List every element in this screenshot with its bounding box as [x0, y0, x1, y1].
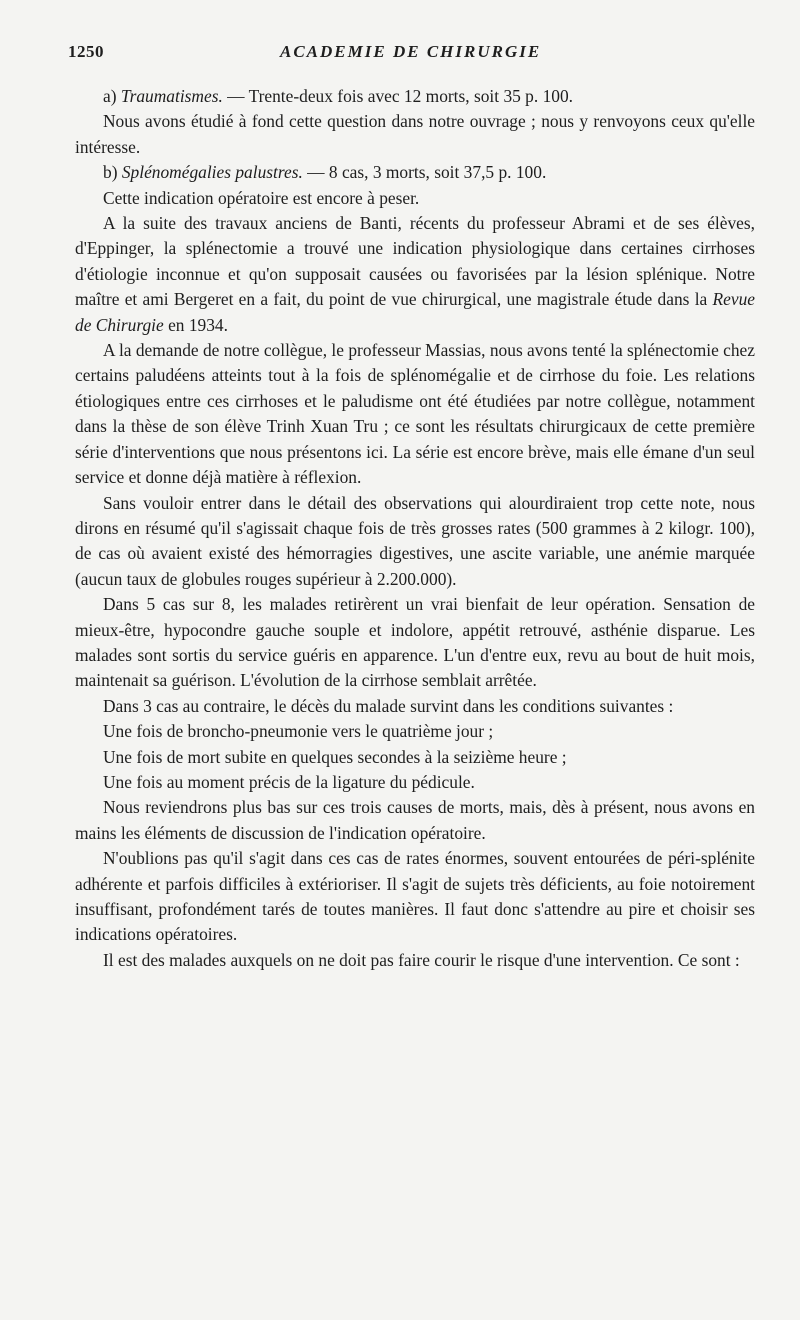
- paragraph: Il est des malades auxquels on ne doit pas faire courir le risque d'une intervention. Ce sont :: [103, 949, 740, 970]
- page-number: 1250: [68, 42, 104, 61]
- page-header: [68, 42, 768, 66]
- paragraph: Une fois de broncho-pneumonie vers le quatrième jour ;: [103, 721, 494, 742]
- paragraph: A la demande de notre collègue, le professeur Massias, nous avons tenté la splénectomie chez certains paludéens atteints tout à la fois de splénomégalie et de cirrhose du foie. Les relations étiologiques entre ces cirrhoses et le paludisme ont été étudiées par notre collègue, notamment dans la thèse de son élève Trinh Xuan Tru ; ce sont les résultats chirurgicaux de cette première série d'interventions que nous présentons ici. La série est encore brève, mais elle émane d'un seul service et donne déjà matière à réflexion.: [75, 340, 755, 488]
- paragraph: N'oublions pas qu'il s'agit dans ces cas de rates énormes, souvent entourées de péri-splénite adhérente et parfois difficiles à extérioriser. Il s'agit de sujets très déficients, au foie notoirement insuffisant, profondément tarés de toutes manières. Il faut donc s'attendre au pire et choisir ses indications opératoires.: [75, 848, 755, 945]
- paragraph: Une fois de mort subite en quelques secondes à la seizième heure ;: [103, 746, 567, 767]
- paragraph: Une fois au moment précis de la ligature du pédicule.: [103, 771, 475, 792]
- paragraph: Dans 3 cas au contraire, le décès du malade survint dans les conditions suivantes :: [103, 695, 674, 716]
- paragraph: Cette indication opératoire est encore à peser.: [103, 187, 420, 208]
- paragraph: A la suite des travaux anciens de Banti, récents du professeur Abrami et de ses élèves, d'Eppinger, la splénectomie a trouvé une indication physiologique dans certaines cirrhoses d'étiologie inconnue et qu'on supposait causées ou favorisées par la lésion splénique. Notre maître et ami Bergeret en a fait, du point de vue chirurgical, une magistrale étude dans la Revue de Chirurgie en 1934.: [75, 213, 755, 335]
- paragraph: Nous reviendrons plus bas sur ces trois causes de morts, mais, dès à présent, nous avons en mains les éléments de discussion de l'indication opératoire.: [75, 797, 755, 843]
- paragraph: Sans vouloir entrer dans le détail des observations qui alourdiraient trop cette note, nous dirons en résumé qu'il s'agissait chaque fois de très grosses rates (500 grammes à 2 kilogr. 100), de cas où avaient existé des hémorragies digestives, une ascite variable, une anémie marquée (aucun taux de globules rouges supérieur à 2.200.000).: [75, 492, 755, 589]
- paragraph: a) Traumatismes. — Trente-deux fois avec 12 morts, soit 35 p. 100.: [103, 86, 574, 106]
- paragraph: Nous avons étudié à fond cette question dans notre ouvrage ; nous y renvoyons ceux qu'elle intéresse.: [75, 111, 755, 157]
- paragraph: b) Splénomégalies palustres. — 8 cas, 3 morts, soit 37,5 p. 100.: [103, 162, 547, 183]
- running-head: ACADEMIE DE CHIRURGIE: [280, 42, 542, 61]
- paragraph: Dans 5 cas sur 8, les malades retirèrent un vrai bienfait de leur opération. Sensation de mieux-être, hypocondre gauche souple et indolore, appétit retrouvé, asthénie disparue. Les malades sont sortis du service guéris en apparence. L'un d'entre eux, revu au bout de huit mois, maintenait sa guérison. L'évolution de la cirrhose semblait arrêtée.: [75, 594, 755, 691]
- body-text: [75, 84, 755, 973]
